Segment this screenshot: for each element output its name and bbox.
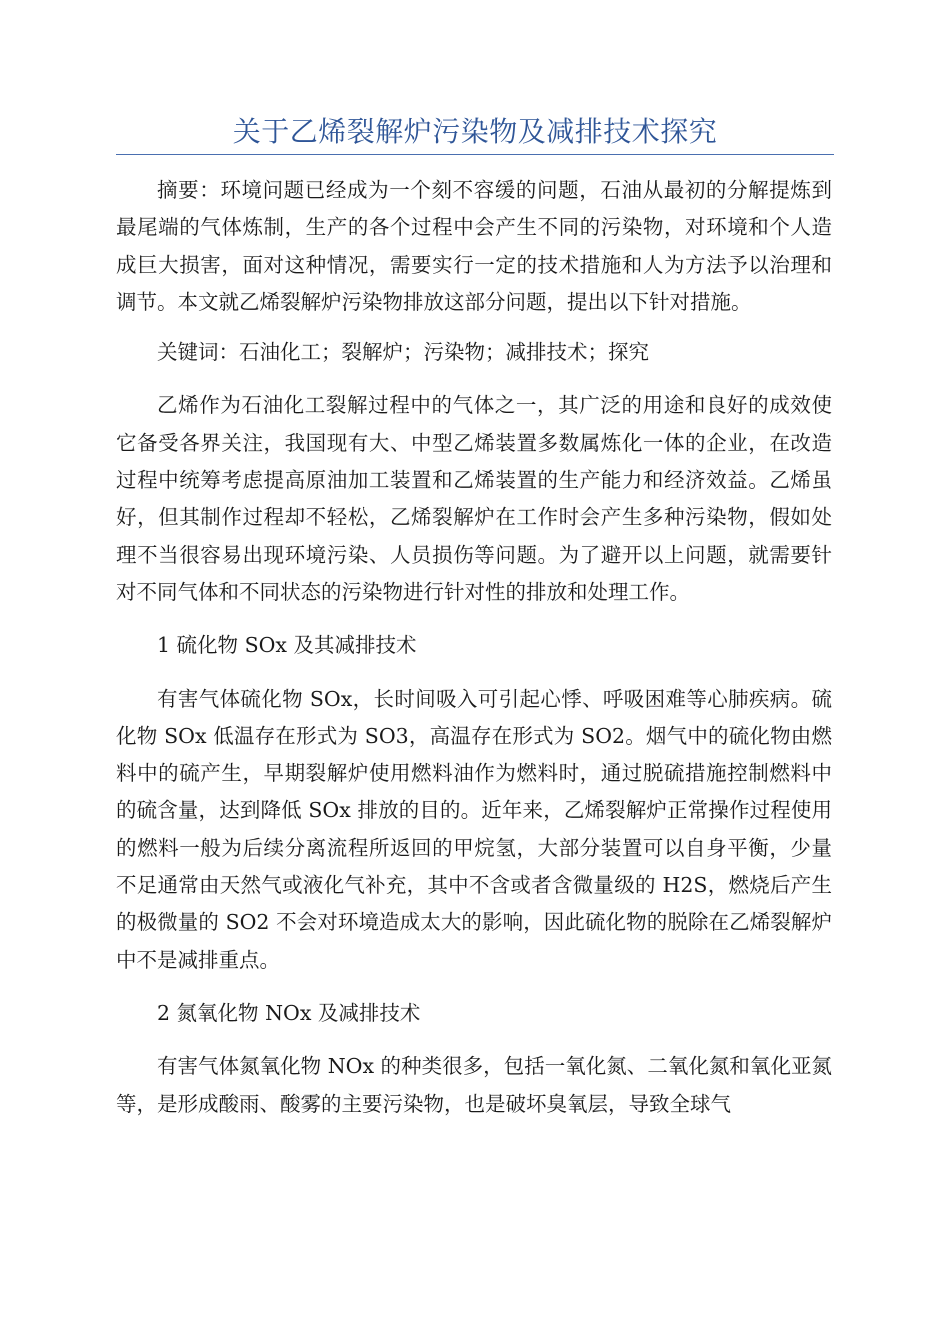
title-underline: [116, 154, 834, 155]
section-heading-sox: 1 硫化物 SOx 及其减排技术: [157, 633, 417, 658]
document-title: 关于乙烯裂解炉污染物及减排技术探究: [232, 115, 718, 148]
document-body: [116, 172, 832, 1123]
nox-paragraph: 有害气体氮氧化物 NOx 的种类很多，包括一氧化氮、二氧化氮和氧化亚氮等，是形成酸雨、酸雾的主要污染物，也是破坏臭氧层，导致全球气: [116, 1054, 832, 1116]
abstract-paragraph: 摘要：环境问题已经成为一个刻不容缓的问题，石油从最初的分解提炼到最尾端的气体炼制，生产的各个过程中会产生不同的污染物，对环境和个人造成巨大损害，面对这种情况，需要实行一定的技术措施和人为方法予以治理和调节。本文就乙烯裂解炉污染物排放这部分问题，提出以下针对措施。: [116, 178, 832, 314]
intro-paragraph: 乙烯作为石油化工裂解过程中的气体之一，其广泛的用途和良好的成效使它备受各界关注，我国现有大、中型乙烯装置多数属炼化一体的企业，在改造过程中统筹考虑提高原油加工装置和乙烯装置的生产能力和经济效益。乙烯虽好，但其制作过程却不轻松，乙烯裂解炉在工作时会产生多种污染物，假如处理不当很容易出现环境污染、人员损伤等问题。为了避开以上问题，就需要针对不同气体和不同状态的污染物进行针对性的排放和处理工作。: [116, 393, 832, 604]
sox-paragraph: 有害气体硫化物 SOx，长时间吸入可引起心悸、呼吸困难等心肺疾病。硫化物 SOx 低温存在形式为 SO3，高温存在形式为 SO2。烟气中的硫化物由燃料中的硫产生，早期裂解炉使用燃料油作为燃料时，通过脱硫措施控制燃料中的硫含量，达到降低 SOx 排放的目的。近年来，乙烯裂解炉正常操作过程使用的燃料一般为后续分离流程所返回的甲烷氢，大部分装置可以自身平衡，少量不足通常由天然气或液化气补充，其中不含或者含微量级的 H2S，燃烧后产生的极微量的 SO2 不会对环境造成太大的影响，因此硫化物的脱除在乙烯裂解炉中不是减排重点。: [116, 686, 832, 972]
section-heading-nox: 2 氮氧化物 NOx 及减排技术: [157, 1000, 421, 1025]
keywords-paragraph: 关键词：石油化工；裂解炉；污染物；减排技术；探究: [157, 340, 649, 365]
